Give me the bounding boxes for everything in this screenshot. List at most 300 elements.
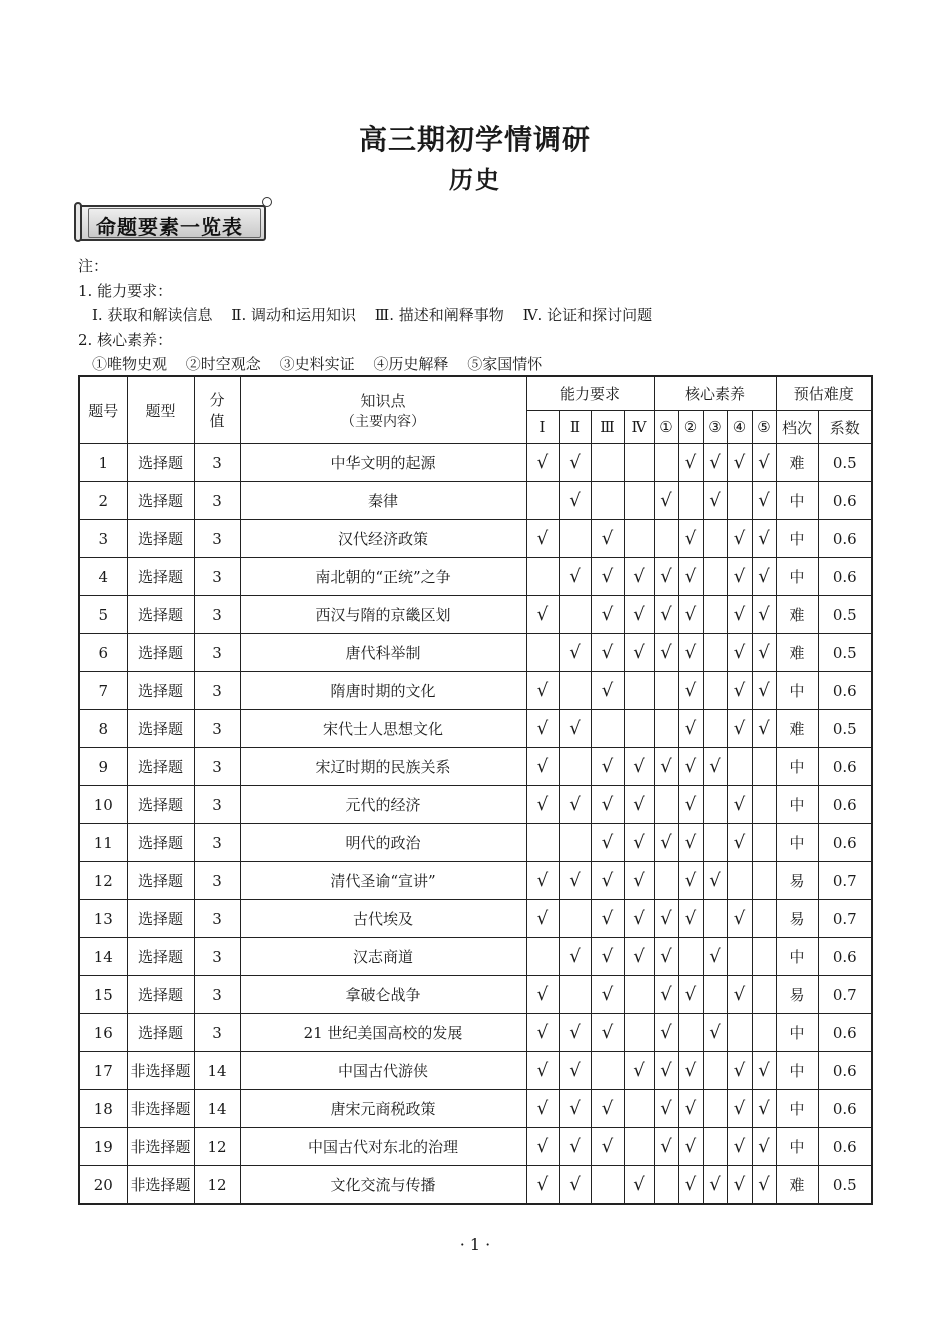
literacy-item: ④历史解释	[373, 355, 449, 373]
empty-cell	[678, 482, 703, 520]
row-coef: 0.6	[818, 520, 872, 558]
row-topic: 唐代科举制	[240, 634, 526, 672]
empty-cell	[678, 938, 703, 976]
ability-title: 1. 能力要求：	[78, 281, 173, 300]
row-num: 3	[79, 520, 127, 558]
row-topic: 隋唐时期的文化	[240, 672, 526, 710]
check-mark: √	[752, 1128, 776, 1166]
empty-cell	[727, 482, 752, 520]
row-coef: 0.6	[818, 938, 872, 976]
row-level: 难	[776, 710, 818, 748]
check-mark: √	[678, 976, 703, 1014]
empty-cell	[703, 634, 727, 672]
row-level: 易	[776, 862, 818, 900]
row-type: 选择题	[127, 900, 194, 938]
check-mark: √	[654, 900, 678, 938]
empty-cell	[752, 862, 776, 900]
row-num: 11	[79, 824, 127, 862]
row-num: 20	[79, 1166, 127, 1205]
check-mark: √	[591, 976, 624, 1014]
notes-section	[78, 254, 652, 377]
check-mark: √	[591, 1090, 624, 1128]
row-topic: 宋代士人思想文化	[240, 710, 526, 748]
table-row	[79, 862, 872, 900]
empty-cell	[703, 900, 727, 938]
check-mark: √	[752, 672, 776, 710]
row-coef: 0.6	[818, 1052, 872, 1090]
row-num: 14	[79, 938, 127, 976]
row-num: 6	[79, 634, 127, 672]
check-mark: √	[624, 596, 654, 634]
check-mark: √	[654, 824, 678, 862]
check-mark: √	[752, 634, 776, 672]
row-type: 选择题	[127, 1014, 194, 1052]
check-mark: √	[526, 596, 559, 634]
empty-cell	[703, 786, 727, 824]
row-score: 12	[194, 1166, 240, 1205]
literacy-item: ②时空观念	[185, 355, 261, 373]
check-mark: √	[591, 900, 624, 938]
row-coef: 0.5	[818, 634, 872, 672]
row-score: 14	[194, 1090, 240, 1128]
check-mark: √	[727, 1166, 752, 1205]
row-level: 中	[776, 938, 818, 976]
check-mark: √	[752, 444, 776, 482]
ability-item: Ⅱ. 调动和运用知识	[231, 306, 356, 324]
header-literacy-col: ⑤	[752, 411, 776, 444]
row-num: 2	[79, 482, 127, 520]
page-subtitle: 历史	[449, 165, 501, 194]
row-coef: 0.5	[818, 444, 872, 482]
row-type: 选择题	[127, 786, 194, 824]
check-mark: √	[624, 938, 654, 976]
header-literacy: 核心素养	[654, 376, 776, 411]
empty-cell	[752, 786, 776, 824]
row-num: 1	[79, 444, 127, 482]
check-mark: √	[591, 558, 624, 596]
check-mark: √	[703, 444, 727, 482]
row-score: 3	[194, 520, 240, 558]
row-level: 中	[776, 824, 818, 862]
header-score	[194, 376, 240, 444]
check-mark: √	[678, 748, 703, 786]
empty-cell	[624, 520, 654, 558]
empty-cell	[559, 748, 591, 786]
empty-cell	[727, 862, 752, 900]
empty-cell	[559, 672, 591, 710]
table-row	[79, 786, 872, 824]
row-score: 3	[194, 482, 240, 520]
header-level: 档次	[776, 411, 818, 444]
check-mark: √	[727, 596, 752, 634]
empty-cell	[703, 596, 727, 634]
header-score-top: 分	[209, 391, 225, 409]
empty-cell	[703, 824, 727, 862]
row-score: 14	[194, 1052, 240, 1090]
row-topic: 中国古代游侠	[240, 1052, 526, 1090]
empty-cell	[526, 938, 559, 976]
check-mark: √	[752, 596, 776, 634]
row-coef: 0.6	[818, 558, 872, 596]
check-mark: √	[727, 824, 752, 862]
row-topic: 唐宋元商税政策	[240, 1090, 526, 1128]
check-mark: √	[678, 1052, 703, 1090]
row-type: 选择题	[127, 444, 194, 482]
check-mark: √	[654, 634, 678, 672]
check-mark: √	[624, 558, 654, 596]
check-mark: √	[559, 1090, 591, 1128]
check-mark: √	[559, 634, 591, 672]
table-row	[79, 672, 872, 710]
empty-cell	[727, 748, 752, 786]
row-topic: 汉志商道	[240, 938, 526, 976]
row-num: 19	[79, 1128, 127, 1166]
row-type: 选择题	[127, 938, 194, 976]
row-level: 易	[776, 900, 818, 938]
row-num: 4	[79, 558, 127, 596]
empty-cell	[559, 596, 591, 634]
check-mark: √	[559, 1014, 591, 1052]
check-mark: √	[526, 672, 559, 710]
row-num: 10	[79, 786, 127, 824]
row-topic: 中华文明的起源	[240, 444, 526, 482]
check-mark: √	[559, 862, 591, 900]
check-mark: √	[678, 1166, 703, 1205]
row-level: 中	[776, 748, 818, 786]
row-coef: 0.6	[818, 1128, 872, 1166]
check-mark: √	[624, 862, 654, 900]
empty-cell	[559, 520, 591, 558]
row-topic: 南北朝的“正统”之争	[240, 558, 526, 596]
row-coef: 0.7	[818, 862, 872, 900]
check-mark: √	[654, 596, 678, 634]
check-mark: √	[654, 1128, 678, 1166]
empty-cell	[703, 1128, 727, 1166]
check-mark: √	[559, 558, 591, 596]
empty-cell	[703, 976, 727, 1014]
empty-cell	[654, 672, 678, 710]
check-mark: √	[678, 444, 703, 482]
row-topic: 汉代经济政策	[240, 520, 526, 558]
row-coef: 0.6	[818, 786, 872, 824]
row-score: 3	[194, 900, 240, 938]
check-mark: √	[752, 1052, 776, 1090]
banner-text: 命题要素一览表	[96, 215, 243, 239]
empty-cell	[752, 938, 776, 976]
row-type: 选择题	[127, 482, 194, 520]
row-coef: 0.6	[818, 482, 872, 520]
check-mark: √	[678, 634, 703, 672]
row-coef: 0.6	[818, 748, 872, 786]
check-mark: √	[591, 520, 624, 558]
row-level: 中	[776, 1128, 818, 1166]
row-num: 16	[79, 1014, 127, 1052]
check-mark: √	[654, 748, 678, 786]
row-type: 非选择题	[127, 1166, 194, 1205]
row-score: 3	[194, 1014, 240, 1052]
ability-item: Ⅲ. 描述和阐释事物	[374, 306, 504, 324]
empty-cell	[591, 444, 624, 482]
table-row	[79, 976, 872, 1014]
empty-cell	[654, 1166, 678, 1205]
check-mark: √	[591, 1128, 624, 1166]
row-type: 选择题	[127, 634, 194, 672]
row-score: 3	[194, 862, 240, 900]
empty-cell	[654, 786, 678, 824]
empty-cell	[591, 1166, 624, 1205]
empty-cell	[526, 634, 559, 672]
empty-cell	[624, 482, 654, 520]
empty-cell	[727, 1014, 752, 1052]
check-mark: √	[678, 1090, 703, 1128]
table-row	[79, 520, 872, 558]
row-score: 3	[194, 710, 240, 748]
check-mark: √	[591, 748, 624, 786]
table-row	[79, 1090, 872, 1128]
empty-cell	[703, 672, 727, 710]
row-type: 非选择题	[127, 1090, 194, 1128]
table-row	[79, 482, 872, 520]
check-mark: √	[727, 520, 752, 558]
check-mark: √	[559, 786, 591, 824]
row-coef: 0.6	[818, 824, 872, 862]
empty-cell	[752, 1014, 776, 1052]
row-type: 选择题	[127, 558, 194, 596]
header-score-bottom: 值	[209, 412, 225, 430]
row-num: 8	[79, 710, 127, 748]
check-mark: √	[703, 938, 727, 976]
empty-cell	[559, 900, 591, 938]
table-row	[79, 444, 872, 482]
header-ability-col: Ⅲ	[591, 411, 624, 444]
check-mark: √	[678, 520, 703, 558]
table-row	[79, 900, 872, 938]
row-level: 中	[776, 786, 818, 824]
row-level: 难	[776, 1166, 818, 1205]
check-mark: √	[752, 482, 776, 520]
check-mark: √	[624, 900, 654, 938]
row-topic: 文化交流与传播	[240, 1166, 526, 1205]
row-score: 3	[194, 634, 240, 672]
row-coef: 0.7	[818, 900, 872, 938]
row-topic: 21 世纪美国高校的发展	[240, 1014, 526, 1052]
check-mark: √	[678, 786, 703, 824]
check-mark: √	[624, 1052, 654, 1090]
check-mark: √	[678, 862, 703, 900]
row-score: 3	[194, 976, 240, 1014]
header-type: 题型	[127, 376, 194, 444]
empty-cell	[703, 1052, 727, 1090]
empty-cell	[703, 710, 727, 748]
table-row	[79, 1166, 872, 1205]
row-coef: 0.6	[818, 1090, 872, 1128]
empty-cell	[559, 824, 591, 862]
row-level: 中	[776, 1014, 818, 1052]
check-mark: √	[526, 1128, 559, 1166]
check-mark: √	[727, 976, 752, 1014]
row-level: 中	[776, 1090, 818, 1128]
check-mark: √	[624, 634, 654, 672]
check-mark: √	[526, 900, 559, 938]
row-num: 7	[79, 672, 127, 710]
row-num: 13	[79, 900, 127, 938]
row-type: 选择题	[127, 862, 194, 900]
row-type: 选择题	[127, 596, 194, 634]
check-mark: √	[678, 900, 703, 938]
row-topic: 秦律	[240, 482, 526, 520]
check-mark: √	[678, 596, 703, 634]
row-score: 3	[194, 444, 240, 482]
row-type: 选择题	[127, 520, 194, 558]
empty-cell	[624, 976, 654, 1014]
row-num: 17	[79, 1052, 127, 1090]
check-mark: √	[526, 444, 559, 482]
check-mark: √	[624, 786, 654, 824]
empty-cell	[526, 558, 559, 596]
header-coef: 系数	[818, 411, 872, 444]
check-mark: √	[526, 1014, 559, 1052]
header-ability-col: Ⅰ	[526, 411, 559, 444]
check-mark: √	[752, 710, 776, 748]
literacy-item: ①唯物史观	[92, 355, 168, 373]
empty-cell	[624, 1128, 654, 1166]
row-level: 中	[776, 1052, 818, 1090]
empty-cell	[591, 482, 624, 520]
row-type: 选择题	[127, 824, 194, 862]
check-mark: √	[526, 862, 559, 900]
row-topic: 宋辽时期的民族关系	[240, 748, 526, 786]
check-mark: √	[678, 558, 703, 596]
table-row	[79, 710, 872, 748]
row-topic: 元代的经济	[240, 786, 526, 824]
table-row	[79, 938, 872, 976]
header-num: 题号	[79, 376, 127, 444]
empty-cell	[703, 558, 727, 596]
row-num: 18	[79, 1090, 127, 1128]
empty-cell	[624, 710, 654, 748]
header-topic-top: 知识点	[360, 391, 406, 410]
ability-item: Ⅳ. 论证和探讨问题	[522, 306, 653, 324]
check-mark: √	[703, 1014, 727, 1052]
check-mark: √	[727, 900, 752, 938]
empty-cell	[752, 976, 776, 1014]
empty-cell	[624, 444, 654, 482]
row-score: 3	[194, 672, 240, 710]
check-mark: √	[654, 558, 678, 596]
banner-ring-icon	[262, 197, 272, 207]
empty-cell	[654, 862, 678, 900]
check-mark: √	[624, 748, 654, 786]
row-coef: 0.6	[818, 672, 872, 710]
check-mark: √	[559, 444, 591, 482]
table-row	[79, 1128, 872, 1166]
check-mark: √	[526, 976, 559, 1014]
check-mark: √	[654, 482, 678, 520]
header-literacy-col: ④	[727, 411, 752, 444]
check-mark: √	[526, 786, 559, 824]
row-type: 非选择题	[127, 1052, 194, 1090]
row-type: 选择题	[127, 748, 194, 786]
check-mark: √	[727, 786, 752, 824]
table-row	[79, 1014, 872, 1052]
empty-cell	[703, 520, 727, 558]
row-coef: 0.5	[818, 1166, 872, 1205]
check-mark: √	[727, 634, 752, 672]
scroll-curl-icon	[74, 202, 82, 242]
empty-cell	[624, 1090, 654, 1128]
check-mark: √	[559, 482, 591, 520]
check-mark: √	[559, 710, 591, 748]
check-mark: √	[752, 1166, 776, 1205]
row-score: 3	[194, 596, 240, 634]
table-row	[79, 1052, 872, 1090]
table-row	[79, 748, 872, 786]
empty-cell	[624, 1014, 654, 1052]
check-mark: √	[591, 672, 624, 710]
check-mark: √	[727, 710, 752, 748]
check-mark: √	[727, 558, 752, 596]
row-level: 中	[776, 520, 818, 558]
literacy-list	[78, 352, 652, 377]
check-mark: √	[678, 824, 703, 862]
literacy-item: ⑤家国情怀	[467, 355, 543, 373]
row-coef: 0.5	[818, 710, 872, 748]
check-mark: √	[624, 824, 654, 862]
row-type: 非选择题	[127, 1128, 194, 1166]
row-score: 3	[194, 786, 240, 824]
check-mark: √	[591, 634, 624, 672]
row-topic: 明代的政治	[240, 824, 526, 862]
check-mark: √	[559, 1166, 591, 1205]
row-level: 中	[776, 482, 818, 520]
header-ability: 能力要求	[526, 376, 654, 411]
header-ability-col: Ⅱ	[559, 411, 591, 444]
empty-cell	[752, 900, 776, 938]
table-body	[79, 444, 872, 1205]
check-mark: √	[559, 938, 591, 976]
literacy-item: ③史料实证	[279, 355, 355, 373]
row-score: 3	[194, 824, 240, 862]
check-mark: √	[654, 976, 678, 1014]
row-level: 难	[776, 634, 818, 672]
header-difficulty: 预估难度	[776, 376, 872, 411]
empty-cell	[752, 748, 776, 786]
row-level: 难	[776, 444, 818, 482]
check-mark: √	[727, 444, 752, 482]
check-mark: √	[654, 1090, 678, 1128]
header-literacy-col: ③	[703, 411, 727, 444]
table-row	[79, 558, 872, 596]
check-mark: √	[654, 938, 678, 976]
header-literacy-col: ②	[678, 411, 703, 444]
empty-cell	[727, 938, 752, 976]
empty-cell	[526, 482, 559, 520]
empty-cell	[678, 1014, 703, 1052]
row-level: 中	[776, 672, 818, 710]
table-row	[79, 824, 872, 862]
notes-label: 注：	[78, 257, 109, 275]
header-literacy-col: ①	[654, 411, 678, 444]
row-coef: 0.7	[818, 976, 872, 1014]
check-mark: √	[678, 710, 703, 748]
header-topic-bottom: （主要内容）	[341, 413, 425, 430]
row-score: 3	[194, 558, 240, 596]
table-row	[79, 596, 872, 634]
row-num: 9	[79, 748, 127, 786]
row-type: 选择题	[127, 976, 194, 1014]
check-mark: √	[526, 748, 559, 786]
check-mark: √	[703, 482, 727, 520]
